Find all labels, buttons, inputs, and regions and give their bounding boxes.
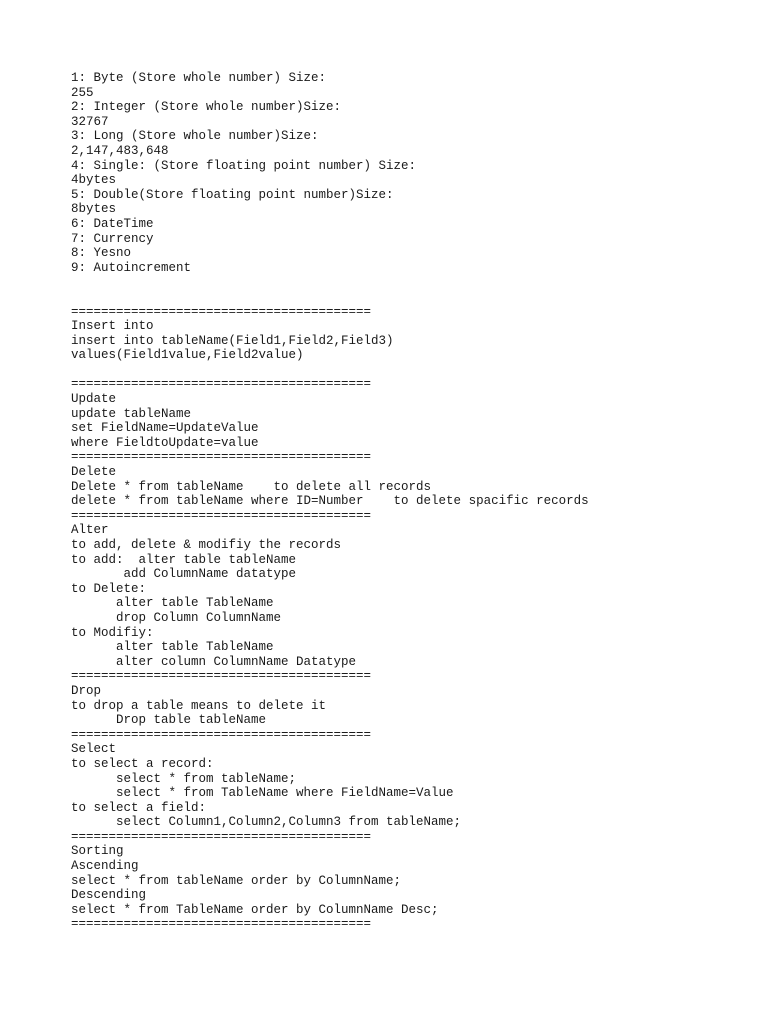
document-line: ======================================== xyxy=(71,727,372,742)
document-line: 6: DateTime xyxy=(71,216,154,231)
document-line: Update xyxy=(71,392,117,407)
document-line: to add: alter table tableName xyxy=(71,552,297,567)
document-line: 255 xyxy=(71,85,94,100)
document-line: Drop xyxy=(71,683,102,698)
document-line: insert into tableName(Field1,Field2,Field3) xyxy=(71,333,394,348)
document-line: ======================================== xyxy=(71,377,372,392)
document-line: Ascending xyxy=(71,859,139,874)
document-line: 8bytes xyxy=(71,202,117,217)
document-line: ======================================== xyxy=(71,669,372,684)
document-line: to drop a table means to delete it xyxy=(71,698,327,713)
document-line: delete * from tableName where ID=Number to delete spacific records xyxy=(71,494,589,509)
document-line: Delete * from tableName to delete all records xyxy=(71,479,432,494)
document-line: to Delete: xyxy=(71,581,147,596)
document-line: select Column1,Column2,Column3 from tableName; xyxy=(71,815,462,830)
document-line: 3: Long (Store whole number)Size: xyxy=(71,129,319,144)
document-line: 32767 xyxy=(71,114,109,129)
document-line: values(Field1value,Field2value) xyxy=(71,348,304,363)
document-line: set FieldName=UpdateValue xyxy=(71,421,259,436)
document-line: 2,147,483,648 xyxy=(71,143,169,158)
document-line: select * from tableName order by ColumnName; xyxy=(71,873,402,888)
document-line: drop Column ColumnName xyxy=(71,610,282,625)
document-line: alter table TableName xyxy=(71,596,274,611)
document-line: ======================================== xyxy=(71,917,372,932)
document-line: 9: Autoincrement xyxy=(71,260,192,275)
document-line: Alter xyxy=(71,523,109,538)
document-line xyxy=(71,275,589,290)
document-line: ======================================== xyxy=(71,304,372,319)
document-line: 8: Yesno xyxy=(71,246,132,261)
document-line: 4: Single: (Store floating point number) Size: xyxy=(71,158,417,173)
document-line: to Modifiy: xyxy=(71,625,154,640)
document-line: Drop table tableName xyxy=(71,713,267,728)
document-line: to select a record: xyxy=(71,756,214,771)
document-line: Select xyxy=(71,742,117,757)
document-line: where FieldtoUpdate=value xyxy=(71,435,259,450)
document-line: ======================================== xyxy=(71,829,372,844)
document-line: Sorting xyxy=(71,844,124,859)
document-line: ======================================== xyxy=(71,450,372,465)
document-line: 5: Double(Store floating point number)Size: xyxy=(71,187,394,202)
document-line: 7: Currency xyxy=(71,231,154,246)
document-line: add ColumnName datatype xyxy=(71,567,297,582)
document-line: select * from tableName; xyxy=(71,771,297,786)
document-line: Insert into xyxy=(71,319,154,334)
document-line: Descending xyxy=(71,888,147,903)
document-line xyxy=(71,290,589,305)
document-line: to add, delete & modifiy the records xyxy=(71,538,342,552)
document-line: select * from TableName where FieldName=Value xyxy=(71,786,454,801)
document-line: ======================================== xyxy=(71,508,372,523)
document-line: update tableName xyxy=(71,406,192,421)
document-line: 2: Integer (Store whole number)Size: xyxy=(71,100,342,115)
document-line xyxy=(71,363,589,378)
document-line: Delete xyxy=(71,465,117,480)
document-line: to select a field: xyxy=(71,800,207,815)
document-line: alter column ColumnName Datatype xyxy=(71,654,357,669)
document-line: 4bytes xyxy=(71,173,117,188)
document-line: 1: Byte (Store whole number) Size: xyxy=(71,71,327,85)
document-line: select * from TableName order by ColumnName Desc; xyxy=(71,902,439,917)
document-line: alter table TableName xyxy=(71,640,274,655)
document-body xyxy=(71,71,589,932)
